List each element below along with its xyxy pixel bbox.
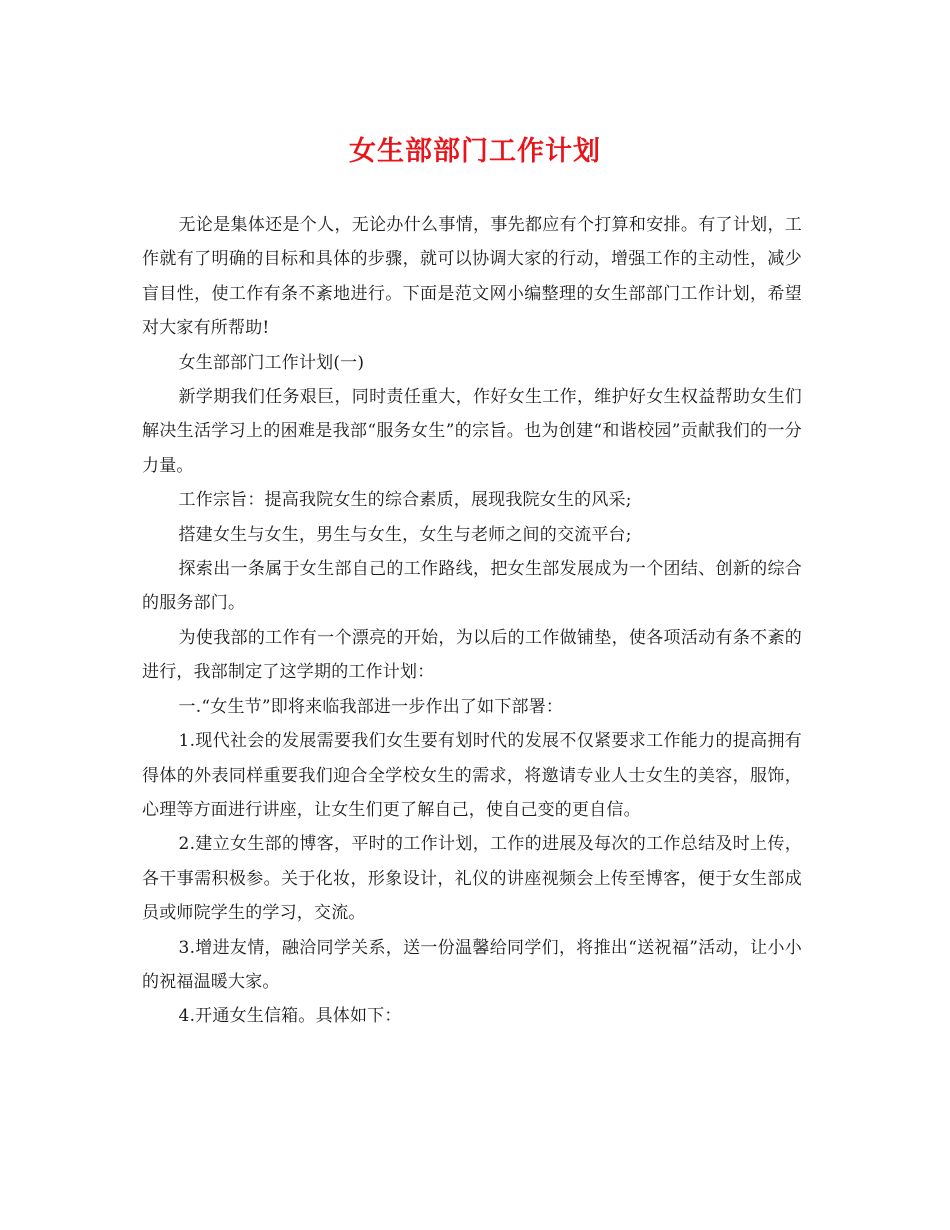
paragraph-intro: 无论是集体还是个人，无论办什么事情，事先都应有个打算和安排。有了计划，工作就有了明确的目标和具体的步骤，就可以协调大家的行动，增强工作的主动性，减少盲目性，使工作有条不紊地进行。下面是范文网小编整理的女生部部门工作计划，希望对大家有所帮助! <box>142 215 802 339</box>
paragraph: 为使我部的工作有一个漂亮的开始，为以后的工作做铺垫，使各项活动有条不紊的进行，我部制定了这学期的工作计划： <box>142 627 802 683</box>
list-item: 2.建立女生部的博客，平时的工作计划，工作的进展及每次的工作总结及时上传，各干事需积极参。关于化妆，形象设计，礼仪的讲座视频会上传至博客，便于女生部成员或师院学生的学习，交流。 <box>142 834 802 924</box>
paragraph: 搭建女生与女生，男生与女生，女生与老师之间的交流平台; <box>178 524 632 545</box>
list-item: 4.开通女生信箱。具体如下： <box>178 1006 402 1027</box>
list-item: 1.现代社会的发展需要我们女生要有划时代的发展不仅紧要求工作能力的提高拥有得体的外表同样重要我们迎合全学校女生的需求，将邀请专业人士女生的美容，服饰，心理等方面进行讲座，让女生们更了解自己，使自己变的更自信。 <box>142 731 802 820</box>
document-body <box>142 208 802 1034</box>
paragraph-section-heading: 女生部部门工作计划(一) <box>178 352 365 373</box>
paragraph: 探索出一条属于女生部自己的工作路线，把女生部发展成为一个团结、创新的综合的服务部门。 <box>142 559 802 614</box>
paragraph: 一.“女生节”即将来临我部进一步作出了如下部署： <box>178 696 564 717</box>
document-title: 女生部部门工作计划 <box>349 136 601 167</box>
paragraph: 新学期我们任务艰巨，同时责任重大，作好女生工作，维护好女生权益帮助女生们解决生活学习上的困难是我部“服务女生”的宗旨。也为创建“和谐校园”贡献我们的一分力量。 <box>142 387 802 476</box>
paragraph: 工作宗旨：提高我院女生的综合素质，展现我院女生的风采; <box>178 490 632 511</box>
list-item: 3.增进友情，融洽同学关系，送一份温馨给同学们，将推出“送祝福”活动，让小小的祝福温暖大家。 <box>142 937 802 992</box>
